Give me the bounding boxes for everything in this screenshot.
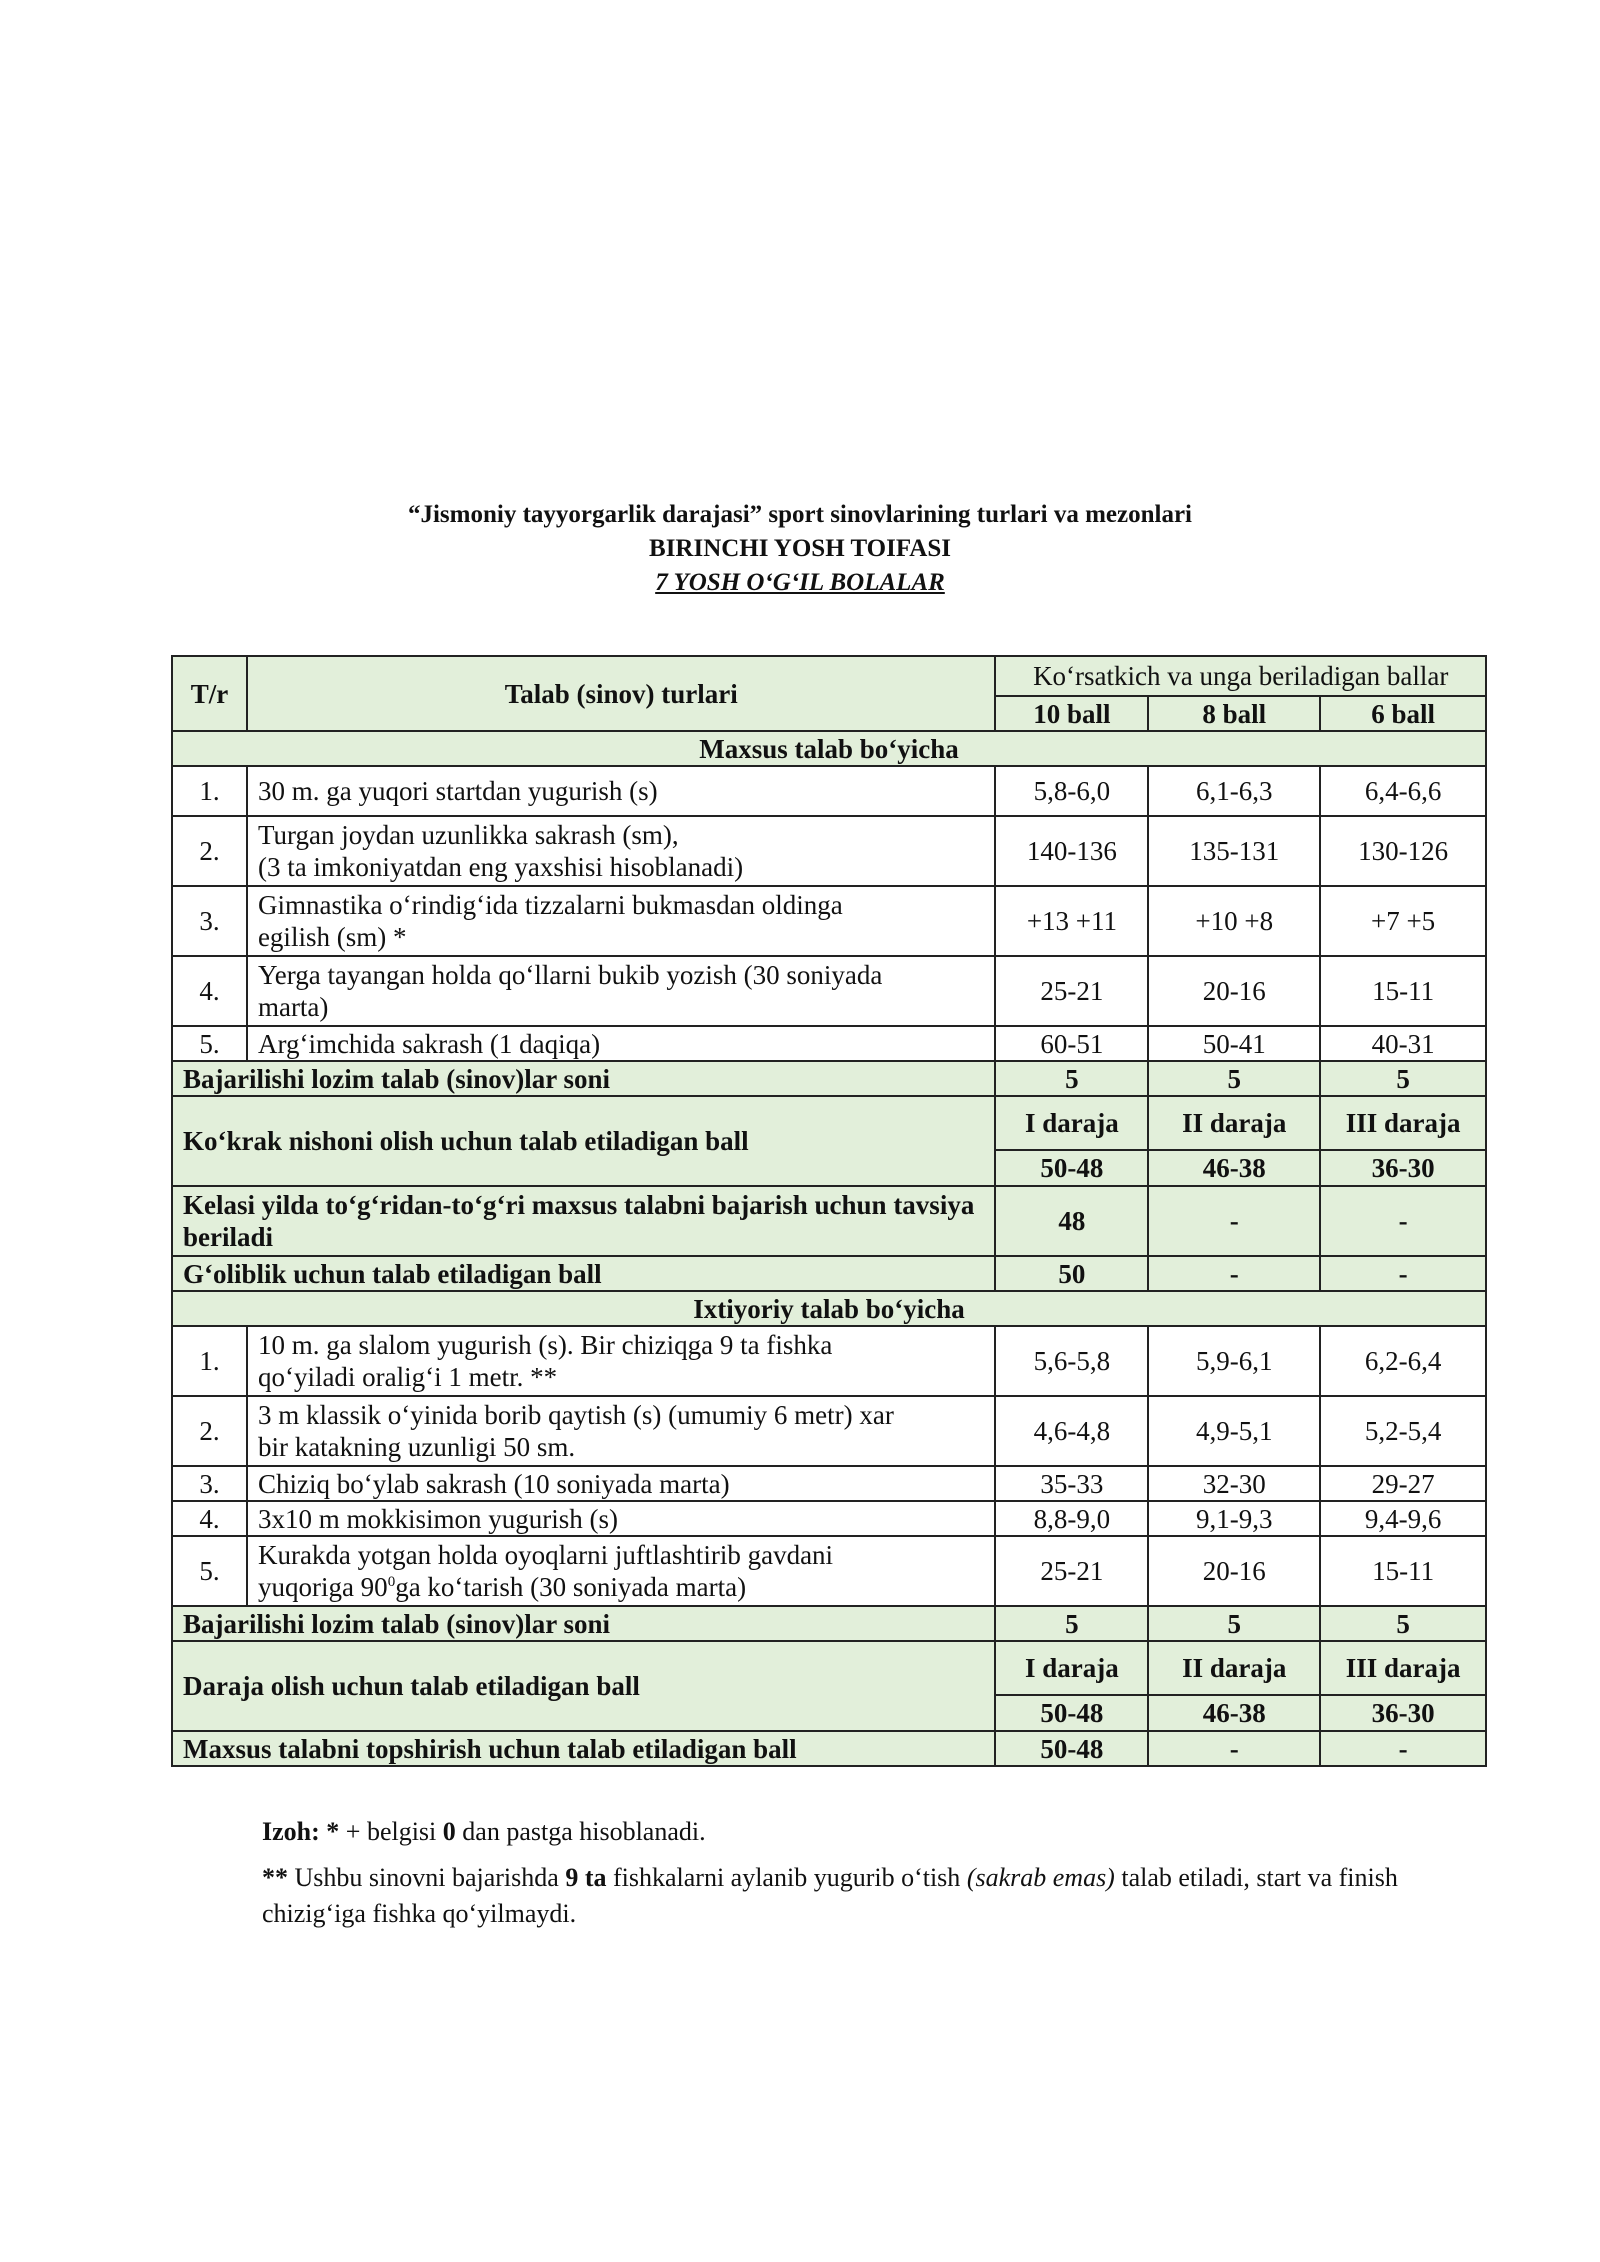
value-cell: 36-30 bbox=[1320, 1150, 1486, 1186]
value-cell: 48 bbox=[995, 1186, 1148, 1256]
winner-row bbox=[172, 1256, 1486, 1291]
value-cell: - bbox=[1148, 1186, 1320, 1256]
value-cell: - bbox=[1148, 1731, 1320, 1766]
level-cell: III daraja bbox=[1320, 1641, 1486, 1695]
table-row bbox=[172, 1326, 1486, 1396]
standards-table bbox=[171, 655, 1487, 1767]
section-title: Ixtiyoriy talab bo‘yicha bbox=[172, 1291, 1486, 1326]
value-cell: 46-38 bbox=[1148, 1150, 1320, 1186]
summary-label: Bajarilishi lozim talab (sinov)lar soni bbox=[172, 1061, 995, 1096]
value-cell: 5,8-6,0 bbox=[995, 766, 1148, 816]
value-cell: 15-11 bbox=[1320, 1536, 1486, 1606]
table-row bbox=[172, 766, 1486, 816]
row-num: 1. bbox=[172, 766, 247, 816]
table-row bbox=[172, 1396, 1486, 1466]
age-group: 7 YOSH O‘G‘IL BOLALAR bbox=[655, 569, 945, 596]
value-cell: 4,9-5,1 bbox=[1148, 1396, 1320, 1466]
value-cell: 4,6-4,8 bbox=[995, 1396, 1148, 1466]
value-cell: 15-11 bbox=[1320, 956, 1486, 1026]
value-cell: 5 bbox=[1320, 1061, 1486, 1096]
row-num: 2. bbox=[172, 816, 247, 886]
table-header-row bbox=[172, 656, 1486, 696]
required-tests-row bbox=[172, 1061, 1486, 1096]
document-title: “Jismoniy tayyorgarlik darajasi” sport sinovlarining turlari va mezonlari bbox=[407, 501, 1192, 528]
value-cell: 5 bbox=[1320, 1606, 1486, 1641]
table-row bbox=[172, 886, 1486, 956]
value-cell: 50-48 bbox=[995, 1150, 1148, 1186]
row-text: 30 m. ga yuqori startdan yugurish (s) bbox=[247, 766, 996, 816]
section-title: Maxsus talab bo‘yicha bbox=[172, 731, 1486, 766]
value-cell: 6,1-6,3 bbox=[1148, 766, 1320, 816]
value-cell: - bbox=[1320, 1186, 1486, 1256]
value-cell: 5,9-6,1 bbox=[1148, 1326, 1320, 1396]
summary-label: Kelasi yilda to‘g‘ridan-to‘g‘ri maxsus talabni bajarish uchun tavsiya beriladi bbox=[172, 1186, 995, 1256]
value-cell: 9,1-9,3 bbox=[1148, 1501, 1320, 1536]
value-cell: 60-51 bbox=[995, 1026, 1148, 1061]
value-cell: 9,4-9,6 bbox=[1320, 1501, 1486, 1536]
summary-label: Ko‘krak nishoni olish uchun talab etiladigan ball bbox=[172, 1096, 995, 1186]
summary-label: Daraja olish uchun talab etiladigan ball bbox=[172, 1641, 995, 1731]
header-type: Talab (sinov) turlari bbox=[247, 656, 996, 731]
table-row bbox=[172, 1501, 1486, 1536]
badge-levels-row bbox=[172, 1096, 1486, 1150]
value-cell: 50-48 bbox=[995, 1695, 1148, 1731]
value-cell: +10 +8 bbox=[1148, 886, 1320, 956]
value-cell: 50 bbox=[995, 1256, 1148, 1291]
level-cell: II daraja bbox=[1148, 1096, 1320, 1150]
header-num: T/r bbox=[172, 656, 247, 731]
row-text: 10 m. ga slalom yugurish (s). Bir chiziqga 9 ta fishka qo‘yiladi oralig‘i 1 metr. ** bbox=[247, 1326, 996, 1396]
row-num: 1. bbox=[172, 1326, 247, 1396]
value-cell: - bbox=[1320, 1256, 1486, 1291]
value-cell: 5,2-5,4 bbox=[1320, 1396, 1486, 1466]
age-category: BIRINCHI YOSH TOIFASI bbox=[649, 535, 951, 562]
table-row bbox=[172, 1466, 1486, 1501]
value-cell: 20-16 bbox=[1148, 956, 1320, 1026]
value-cell: 46-38 bbox=[1148, 1695, 1320, 1731]
value-cell: 20-16 bbox=[1148, 1536, 1320, 1606]
required-tests-row bbox=[172, 1606, 1486, 1641]
row-text: Arg‘imchida sakrash (1 daqiqa) bbox=[247, 1026, 996, 1061]
row-text: 3 m klassik o‘yinida borib qaytish (s) (umumiy 6 metr) xar bir katakning uzunligi 50 sm. bbox=[247, 1396, 996, 1466]
value-cell: 5 bbox=[1148, 1606, 1320, 1641]
summary-label: Maxsus talabni topshirish uchun talab etiladigan ball bbox=[172, 1731, 995, 1766]
table-row bbox=[172, 816, 1486, 886]
level-cell: III daraja bbox=[1320, 1096, 1486, 1150]
value-cell: - bbox=[1148, 1256, 1320, 1291]
row-text: Turgan joydan uzunlikka sakrash (sm), (3 ta imkoniyatdan eng yaxshisi hisoblanadi) bbox=[247, 816, 996, 886]
special-row bbox=[172, 1731, 1486, 1766]
section-title-row bbox=[172, 731, 1486, 766]
section-title-row bbox=[172, 1291, 1486, 1326]
row-text: Gimnastika o‘rindig‘ida tizzalarni bukmasdan oldinga egilish (sm) * bbox=[247, 886, 996, 956]
note-2: ** Ushbu sinovni bajarishda 9 ta fishkalarni aylanib yugurib o‘tish (sakrab emas) talab etiladi, start va finish chizig‘iga fishka qo‘yilmaydi. bbox=[262, 1863, 1398, 1928]
document-header bbox=[0, 498, 1600, 600]
row-num: 5. bbox=[172, 1536, 247, 1606]
value-cell: 5 bbox=[995, 1606, 1148, 1641]
row-text: Chiziq bo‘ylab sakrash (10 soniyada marta) bbox=[247, 1466, 996, 1501]
summary-label: G‘oliblik uchun talab etiladigan ball bbox=[172, 1256, 995, 1291]
value-cell: 135-131 bbox=[1148, 816, 1320, 886]
level-levels-row bbox=[172, 1641, 1486, 1695]
header-col-8: 8 ball bbox=[1148, 696, 1320, 731]
value-cell: 25-21 bbox=[995, 956, 1148, 1026]
value-cell: - bbox=[1320, 1731, 1486, 1766]
value-cell: 29-27 bbox=[1320, 1466, 1486, 1501]
value-cell: 35-33 bbox=[995, 1466, 1148, 1501]
header-scores: Ko‘rsatkich va unga beriladigan ballar bbox=[995, 656, 1486, 696]
row-num: 3. bbox=[172, 1466, 247, 1501]
note-1: Izoh: * + belgisi 0 dan pastga hisoblanadi. bbox=[262, 1817, 706, 1846]
row-text: 3x10 m mokkisimon yugurish (s) bbox=[247, 1501, 996, 1536]
row-num: 5. bbox=[172, 1026, 247, 1061]
row-text: Yerga tayangan holda qo‘llarni bukib yozish (30 soniyada marta) bbox=[247, 956, 996, 1026]
row-num: 4. bbox=[172, 956, 247, 1026]
level-cell: II daraja bbox=[1148, 1641, 1320, 1695]
level-cell: I daraja bbox=[995, 1641, 1148, 1695]
value-cell: +13 +11 bbox=[995, 886, 1148, 956]
value-cell: 5,6-5,8 bbox=[995, 1326, 1148, 1396]
value-cell: 5 bbox=[1148, 1061, 1320, 1096]
row-num: 4. bbox=[172, 1501, 247, 1536]
value-cell: 5 bbox=[995, 1061, 1148, 1096]
value-cell: 50-48 bbox=[995, 1731, 1148, 1766]
summary-label: Bajarilishi lozim talab (sinov)lar soni bbox=[172, 1606, 995, 1641]
value-cell: +7 +5 bbox=[1320, 886, 1486, 956]
header-col-10: 10 ball bbox=[995, 696, 1148, 731]
value-cell: 140-136 bbox=[995, 816, 1148, 886]
table-row bbox=[172, 1536, 1486, 1606]
next-year-row bbox=[172, 1186, 1486, 1256]
value-cell: 6,2-6,4 bbox=[1320, 1326, 1486, 1396]
row-text: Kurakda yotgan holda oyoqlarni juftlashtirib gavdani yuqoriga $90^0ga$ ko‘tarish (30 soniyada marta) bbox=[247, 1536, 996, 1606]
value-cell: 130-126 bbox=[1320, 816, 1486, 886]
level-cell: I daraja bbox=[995, 1096, 1148, 1150]
header-col-6: 6 ball bbox=[1320, 696, 1486, 731]
value-cell: 32-30 bbox=[1148, 1466, 1320, 1501]
value-cell: 25-21 bbox=[995, 1536, 1148, 1606]
value-cell: 40-31 bbox=[1320, 1026, 1486, 1061]
value-cell: 6,4-6,6 bbox=[1320, 766, 1486, 816]
value-cell: 8,8-9,0 bbox=[995, 1501, 1148, 1536]
notes bbox=[262, 1814, 1462, 1942]
table-row bbox=[172, 956, 1486, 1026]
table-row bbox=[172, 1026, 1486, 1061]
row-num: 3. bbox=[172, 886, 247, 956]
row-num: 2. bbox=[172, 1396, 247, 1466]
value-cell: 36-30 bbox=[1320, 1695, 1486, 1731]
value-cell: 50-41 bbox=[1148, 1026, 1320, 1061]
